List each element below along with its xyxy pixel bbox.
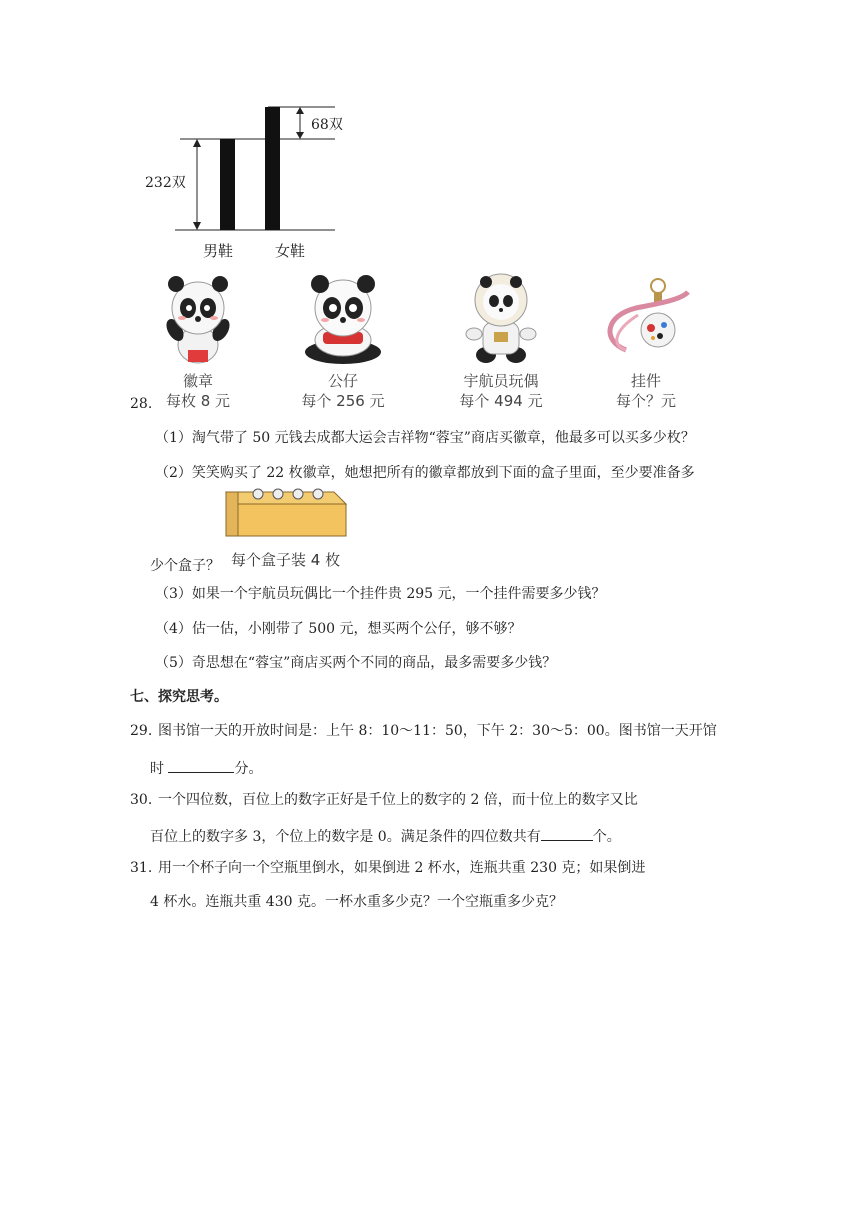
q28-sub4: （4）估一估，小刚带了 500 元，想买两个公仔，够不够？ bbox=[155, 621, 522, 637]
men-shoes-bar bbox=[220, 139, 235, 230]
product-pendant bbox=[586, 265, 706, 411]
question-31-line2: 4 杯水。连瓶共重 430 克。一杯水重多少克？一个空瓶重多少克？ bbox=[150, 894, 563, 910]
q28-sub1: （1）淘气带了 50 元钱去成都大运会吉祥物“蓉宝”商店买徽章，他最多可以买多少枚？ bbox=[155, 430, 695, 446]
question-29-line2: 时 分。 bbox=[150, 756, 262, 779]
q28-sub2-part1: （2）笑笑购买了 22 枚徽章，她想把所有的徽章都放到下面的盒子里面，至少要准备多 bbox=[155, 465, 695, 481]
panda-badge-icon bbox=[158, 270, 238, 365]
question-29-number: 29. bbox=[130, 723, 153, 739]
question-29-line1: 图书馆一天的开放时间是：上午 8：10～11：50，下午 2：30～5：00。图书馆一天开馆 bbox=[158, 723, 717, 739]
product-badge bbox=[138, 265, 258, 411]
box-caption: 每个盒子装 4 枚 bbox=[231, 551, 341, 569]
question-30-number: 30. bbox=[130, 792, 153, 808]
section-heading: 七、探究思考。 bbox=[130, 689, 228, 705]
q28-sub2-part2: 少个盒子？ bbox=[150, 558, 220, 574]
question-31-line1: 用一个杯子向一个空瓶里倒水，如果倒进 2 杯水，连瓶共重 230 克；如果倒进 bbox=[158, 860, 646, 876]
pendant-keychain-icon bbox=[596, 270, 696, 365]
astronaut-panda-icon bbox=[461, 270, 541, 365]
q28-sub3: （3）如果一个宇航员玩偶比一个挂件贵 295 元，一个挂件需要多少钱？ bbox=[155, 586, 606, 602]
question-30-line1: 一个四位数，百位上的数字正好是千位上的数字的 2 倍，而十位上的数字又比 bbox=[158, 792, 638, 808]
question-28-number: 28. bbox=[130, 396, 153, 412]
item-price: 每个？元 bbox=[615, 392, 676, 410]
men-shoes-label: 男鞋 bbox=[203, 242, 234, 260]
item-name: 挂件 bbox=[630, 372, 661, 390]
item-name: 徽章 bbox=[182, 372, 213, 390]
question-31-number: 31. bbox=[130, 860, 153, 876]
question-30-line2: 百位上的数字多 3，个位上的数字是 0。满足条件的四位数共有 个。 bbox=[150, 824, 621, 847]
item-price: 每个 494 元 bbox=[459, 392, 543, 410]
item-name: 宇航员玩偶 bbox=[463, 372, 539, 390]
difference-label: 68双 bbox=[311, 117, 343, 133]
panda-plush-icon bbox=[298, 270, 388, 365]
q28-sub5: （5）奇思想在“蓉宝”商店买两个不同的商品，最多需要多少钱？ bbox=[155, 655, 557, 671]
product-plush bbox=[283, 265, 403, 411]
product-astronaut bbox=[441, 265, 561, 411]
women-shoes-label: 女鞋 bbox=[275, 242, 306, 260]
item-name: 公仔 bbox=[327, 372, 358, 390]
box-icon bbox=[222, 486, 350, 540]
answer-blank[interactable] bbox=[541, 824, 593, 841]
item-price: 每枚 8 元 bbox=[165, 392, 231, 410]
men-total-label: 232双 bbox=[145, 175, 186, 191]
women-shoes-bar bbox=[265, 107, 280, 230]
answer-blank[interactable] bbox=[168, 756, 234, 773]
item-price: 每个 256 元 bbox=[301, 392, 385, 410]
